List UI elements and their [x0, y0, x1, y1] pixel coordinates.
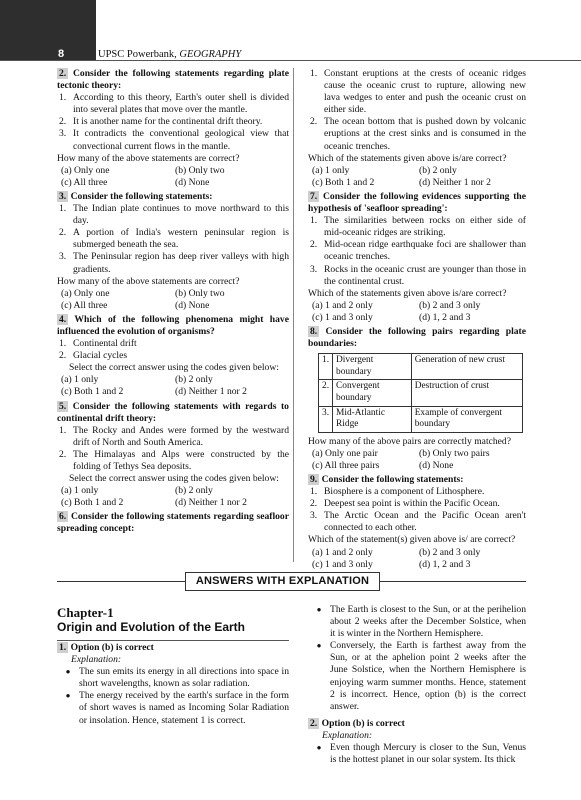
question-stem: Consider the following statements with regards to continental drift theory:	[57, 400, 289, 424]
answer-options	[57, 485, 289, 509]
statement: 3. The Arctic Ocean and the Pacific Ocean aren't connected to each other.	[310, 510, 526, 534]
question-number: 4.	[59, 313, 67, 325]
statement: 2. The Himalayas and Alps were constructed by the folding of Tethys Sea deposits.	[59, 448, 289, 472]
answer-option: Option (b) is correct	[321, 717, 405, 729]
option-d: (d) None	[419, 459, 454, 471]
left-column	[57, 68, 289, 538]
statement: 1. According to this theory, Earth's outer shell is divided into several plates that move over the mantle.	[59, 92, 289, 116]
option-b: (b) 2 and 3 only	[419, 299, 481, 311]
statement: 1. The Rocky and Andes were formed by the westward drift of North and South America.	[59, 424, 289, 448]
page-header	[0, 46, 581, 61]
answer-1	[57, 642, 289, 727]
answer-options	[57, 165, 289, 189]
explanation-label: Explanation:	[71, 654, 122, 666]
option-d: (d) 1, 2 and 3	[419, 558, 471, 570]
chapter-heading	[57, 605, 289, 641]
statement: 2. It is another name for the continental drift theory.	[59, 116, 263, 128]
book-title: UPSC Powerbank, GEOGRAPHY	[98, 49, 242, 60]
question-stem: Consider the following statements:	[70, 190, 213, 202]
answer-options	[308, 547, 526, 571]
question-ask: How many of the above statements are correct?	[57, 275, 240, 287]
statement: 2. Glacial cycles	[59, 350, 128, 362]
option-b: (b) 2 and 3 only	[419, 546, 481, 558]
statement: 1. The similarities between rocks on either side of mid-oceanic ridges are striking.	[310, 215, 526, 239]
option-a: (a) Only one pair	[312, 447, 378, 459]
question-number: 5.	[59, 400, 67, 412]
statement: 3. It contradicts the conventional geological view that convectional current flows in the mantle.	[59, 128, 289, 152]
right-column	[308, 68, 526, 573]
option-d: (d) Neither 1 nor 2	[175, 386, 247, 398]
option-a: (a) 1 and 2 only	[312, 546, 373, 558]
question-6-continued	[308, 68, 526, 189]
answer-number: 2.	[310, 717, 318, 729]
bullet-icon: ●	[316, 605, 322, 614]
answer-options	[308, 300, 526, 324]
option-c: (c) 1 and 3 only	[312, 311, 373, 323]
table-row: 1. Divergent boundary Generation of new crust	[319, 354, 523, 380]
option-c: (c) All three	[61, 299, 108, 311]
option-d: (d) 1, 2 and 3	[419, 311, 471, 323]
explanation-bullet: ● The Earth is closest to the Sun, or at the perihelion about 2 weeks after the December Solstice, when it is winter in the Northern Hemisphere.	[308, 604, 526, 640]
question-stem: Which of the following phenomena might have influenced the evolution of organisms?	[57, 313, 289, 337]
option-b: (b) Only two	[175, 287, 225, 299]
banner-rule-right	[380, 581, 526, 582]
question-number: 7.	[310, 190, 318, 202]
option-b: (b) Only two	[175, 164, 225, 176]
column-divider	[293, 68, 294, 562]
statement: 2. Deepest sea point is within the Pacific Ocean.	[310, 498, 500, 510]
table-row: 3. Mid-Atlantic Ridge Example of convergent boundary	[319, 406, 523, 432]
question-6	[57, 511, 289, 535]
option-a: (a) Only one	[61, 287, 110, 299]
answer-options	[308, 165, 526, 189]
answer-options	[57, 374, 289, 398]
statement: 1. Biosphere is a component of Lithosphere.	[310, 486, 485, 498]
question-5	[57, 401, 289, 510]
answer-option: Option (b) is correct	[70, 642, 154, 653]
page-number: 8	[58, 48, 65, 60]
question-stem: Consider the following pairs regarding plate boundaries:	[308, 325, 526, 350]
question-2	[57, 68, 289, 189]
option-d: (d) Neither 1 nor 2	[419, 176, 491, 188]
question-stem: Consider the following evidences supporting the hypothesis of 'seafloor spreading':	[308, 190, 526, 215]
statement: 1. Constant eruptions at the crests of oceanic ridges cause the oceanic crust to rupture, allowing new lava wedges to enter and push the oceanic crust on either side.	[310, 68, 526, 116]
answer-options	[308, 448, 526, 472]
question-stem: Consider the following statements regarding seafloor spreading concept:	[57, 511, 289, 535]
question-ask: Which of the statement(s) given above is/ are correct?	[308, 534, 516, 546]
answer-2	[308, 718, 526, 730]
question-stem: Consider the following statements:	[321, 474, 464, 485]
pairs-table	[318, 353, 523, 433]
question-7	[308, 191, 526, 324]
question-number: 3.	[59, 190, 67, 202]
bullet-icon: ●	[65, 691, 71, 701]
option-c: (c) Both 1 and 2	[61, 497, 124, 509]
question-ask: Which of the statements given above is/are correct?	[308, 152, 507, 164]
option-c: (c) 1 and 3 only	[312, 558, 373, 570]
explanation-bullet: ● Conversely, the Earth is farthest away from the Sun, or at the aphelion point 2 weeks after the June Solstice, when the Northern Hemisphere is enjoying warm summer months. Hence, statement 2 is incorrect. Hence, option (b) is the correct answer.	[308, 640, 526, 713]
question-stem: Consider the following statements regarding plate tectonic theory:	[57, 68, 289, 92]
option-b: (b) 2 only	[419, 164, 457, 176]
option-c: (c) Both 1 and 2	[312, 176, 375, 188]
option-c: (c) All three	[61, 176, 108, 188]
bullet-icon: ●	[316, 641, 322, 651]
option-b: (b) 2 only	[175, 374, 213, 386]
statement: 1. The Indian plate continues to move northward to this day.	[59, 203, 289, 227]
chapter-label: Chapter-1	[57, 605, 114, 620]
statement: 2. The ocean bottom that is pushed down by volcanic eruptions at the crest sinks and is consumed in the oceanic trenches.	[310, 116, 526, 152]
option-d: (d) None	[175, 176, 210, 188]
question-9	[308, 474, 526, 571]
statement: 1. Continental drift	[59, 338, 137, 350]
question-ask: How many of the above statements are correct?	[57, 152, 240, 164]
statement: 2. A portion of India's western peninsular region is submerged beneath the sea.	[59, 227, 289, 251]
question-ask: Which of the statements given above is/are correct?	[308, 287, 507, 299]
option-b: (b) 2 only	[175, 485, 213, 497]
table-row: 2. Convergent boundary Destruction of crust	[319, 380, 523, 406]
option-a: (a) 1 and 2 only	[312, 299, 373, 311]
option-a: (a) 1 only	[61, 485, 99, 497]
answer-1-continued	[308, 604, 526, 766]
bullet-icon: ●	[65, 667, 71, 677]
question-ask: Select the correct answer using the codes given below:	[69, 362, 279, 374]
banner-rule-left	[57, 581, 185, 582]
question-8	[308, 326, 526, 472]
statement: 2. Mid-ocean ridge earthquake foci are shallower than oceanic trenches.	[310, 239, 526, 263]
question-number: 8.	[310, 325, 318, 337]
explanation-label: Explanation:	[322, 729, 373, 741]
question-3	[57, 191, 289, 312]
statement: 3. The Peninsular region has deep river valleys with high gradients.	[59, 251, 289, 275]
question-4	[57, 314, 289, 399]
option-b: (b) Only two pairs	[419, 447, 490, 459]
chapter-title: Origin and Evolution of the Earth	[57, 620, 289, 641]
answers-banner: ANSWERS WITH EXPLANATION	[185, 572, 380, 591]
option-d: (d) Neither 1 nor 2	[175, 497, 247, 509]
explanation-bullet: ● Even though Mercury is closer to the Sun, Venus is the hottest planet in our solar system. Its thick	[308, 742, 526, 766]
answer-options	[57, 288, 289, 312]
question-number: 2.	[59, 68, 67, 79]
question-ask: Select the correct answer using the codes given below:	[69, 473, 279, 485]
question-number: 9.	[310, 474, 318, 485]
bullet-icon: ●	[316, 743, 322, 753]
explanation-bullet: ● The sun emits its energy in all directions into space in short wavelengths, known as solar radiation.	[57, 666, 289, 690]
option-c: (c) All three pairs	[312, 459, 380, 471]
question-number: 6.	[59, 511, 67, 523]
option-c: (c) Both 1 and 2	[61, 386, 124, 398]
answer-number: 1.	[59, 642, 67, 653]
explanation-bullet: ● The energy received by the earth's surface in the form of short waves is named as Incoming Solar Radiation or insolation. Hence, statement 1 is correct.	[57, 690, 289, 726]
option-a: (a) Only one	[61, 164, 110, 176]
option-a: (a) 1 only	[312, 164, 350, 176]
question-ask: How many of the above pairs are correctly matched?	[308, 435, 511, 447]
option-d: (d) None	[175, 299, 210, 311]
statement: 3. Rocks in the oceanic crust are younger than those in the continental crust.	[310, 263, 526, 287]
option-a: (a) 1 only	[61, 374, 99, 386]
